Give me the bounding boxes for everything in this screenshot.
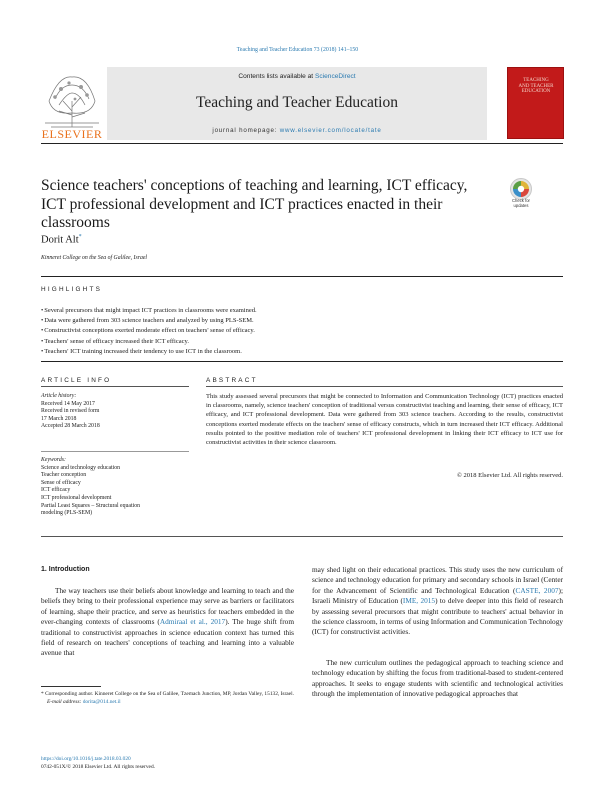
citation-link[interactable]: IME, 2015	[402, 596, 436, 606]
keyword: Sense of efficacy	[41, 479, 81, 486]
author-footnote-mark[interactable]: *	[78, 234, 82, 240]
keyword: modeling (PLS-SEM)	[41, 510, 93, 517]
cover-title-line: EDUCATION	[521, 89, 551, 94]
keyword: Science and technology education	[41, 464, 121, 471]
homepage-prefix: journal homepage:	[212, 127, 280, 134]
body-paragraph-right-2: The new curriculum outlines the pedagogical approach to teaching science and technology education by shifting the focus from traditional-based to student-centered approaches. It seeks to engage students with scientific and technological activities through the implementation of innovative pedagogical approaches that	[312, 658, 563, 699]
journal-banner	[107, 67, 487, 140]
paragraph-text: ). The huge shift from traditional to constructivist approaches in science education context has turned this field of research on teachers' conceptions of teaching and learning into a valuable avenue that	[41, 617, 294, 658]
footnote-rule	[41, 686, 101, 687]
highlights-rule	[41, 361, 563, 362]
cover-title-line: AND TEACHER	[518, 83, 554, 89]
author-name[interactable]: Dorit Alt	[41, 234, 79, 246]
elsevier-wordmark: ELSEVIER	[41, 127, 103, 141]
journal-header	[41, 67, 554, 140]
history-label: Article history:	[41, 393, 77, 399]
section-heading-introduction: 1. Introduction	[41, 566, 90, 573]
doi-link[interactable]: https://doi.org/10.1016/j.tate.2018.03.020	[41, 756, 131, 762]
highlight-item: • Several precursors that might impact ICT practices in classrooms were examined.	[41, 306, 561, 316]
email-label: E-mail address:	[47, 698, 83, 705]
paragraph-text: may shed light on their educational practices. This study uses the new curriculum of science and technology education for primary and secondary schools in Israel (Center for the Advancement of Scientific and Technological Education (	[312, 565, 563, 595]
history-entry: 17 March 2018	[41, 415, 77, 422]
cover-title	[511, 78, 561, 95]
keyword: Partial Least Squares – Structural equation	[41, 502, 141, 509]
cover-title-line: TEACHING	[523, 78, 549, 83]
article-info-heading: ARTICLE INFO	[41, 377, 112, 384]
footnote-email-line	[41, 699, 299, 707]
article-title: Science teachers' conceptions of teaching and learning, ICT efficacy, ICT professional development and ICT practices enacted in their classrooms	[41, 177, 468, 231]
highlight-item: • Constructivist conceptions exerted moderate effect on teachers' sense of efficacy.	[41, 326, 561, 336]
issn-rights: 0742-051X/© 2018 Elsevier Ltd. All rights reserved.	[41, 763, 155, 770]
article-history	[41, 393, 189, 431]
check-for-updates-badge[interactable]	[506, 178, 536, 208]
badge-label	[504, 199, 538, 208]
contents-line	[107, 73, 487, 80]
journal-homepage	[107, 127, 487, 134]
history-entry: Accepted 28 March 2018	[41, 423, 100, 430]
sciencedirect-link[interactable]: ScienceDirect	[314, 73, 356, 80]
journal-citation[interactable]: Teaching and Teacher Education 73 (2018) 141–150	[236, 47, 359, 53]
doi-block	[41, 756, 299, 771]
corresponding-author-footnote	[41, 691, 299, 706]
abstract-text: This study assessed several precursors that might be connected to Information and Communication Technology (ICT) practices enacted in classrooms, namely, science teachers' conception of traditional versus constructivist teaching and learning, their sense of efficacy, ICT efficacy, and ICT professional development. Data were gathered from 303 science teachers. According to the results, constructivist conceptions exerted moderate effects on the teachers' sense of efficacy constructs, which in turn increased their ICT efficacy. Additional results pointed to the positive mediation role of teachers' ICT professional development in linking their ICT efficacy to ICT use for constructivist activities in their science classroom.	[206, 393, 563, 447]
affiliation-rule	[41, 276, 563, 277]
body-paragraph-right	[312, 565, 563, 638]
author-affiliation: Kinneret College on the Sea of Galilee, Israel	[41, 255, 148, 261]
journal-cover-thumbnail[interactable]	[507, 67, 564, 139]
history-entry: Received in revised form	[41, 408, 100, 415]
keyword: ICT professional development	[41, 494, 112, 501]
badge-label-line: updates	[513, 202, 529, 208]
paragraph-text: ) to delve deeper into this field of research by assessing several precursors that might contribute to teachers' actual behavior in the science classroom, in terms of using Information and Communication Technology (ICT) for constructivist activities.	[312, 596, 564, 637]
journal-title: Teaching and Teacher Education	[196, 94, 398, 111]
header-rule	[41, 143, 563, 144]
highlight-item: • Data were gathered from 303 science teachers and analyzed by using PLS-SEM.	[41, 316, 561, 326]
highlights-heading: HIGHLIGHTS	[41, 286, 103, 293]
keywords-rule	[41, 451, 189, 452]
abstract-rule	[206, 386, 563, 387]
footnote-mark: *	[41, 691, 44, 697]
email-link[interactable]: dorita@014.net.il	[82, 698, 121, 705]
citation-link[interactable]: CASTE, 2007	[515, 585, 559, 595]
abstract-heading: ABSTRACT	[206, 377, 258, 384]
article-info-rule	[41, 386, 189, 387]
highlights-list	[41, 306, 561, 357]
keyword: ICT efficacy	[41, 487, 71, 494]
abstract-copyright: © 2018 Elsevier Ltd. All rights reserved.	[456, 472, 563, 479]
crossmark-icon	[510, 178, 532, 200]
contents-prefix: Contents lists available at	[238, 73, 315, 80]
abstract-bottom-rule	[41, 536, 563, 537]
keywords-block	[41, 457, 189, 518]
highlight-item: • Teachers' ICT training increased their tendency to use ICT in the classroom.	[41, 347, 561, 357]
paragraph-text: The way teachers use their beliefs about knowledge and learning to teach and the beliefs they bring to their professional experience may serve as barriers or facilitators of learning, shape their practice, and serve as heuristics for teachers embedded in the ever-changing contexts of classrooms (	[41, 586, 294, 627]
keyword: Teacher conception	[41, 472, 87, 479]
keywords-label: Keywords:	[41, 457, 66, 463]
footnote-text: Corresponding author. Kinneret College on the Sea of Galilee, Tzemach Junction, MP, Jordan Valley, 15132, Israel.	[45, 691, 294, 697]
history-entry: Received 14 May 2017	[41, 400, 95, 407]
badge-label-line: Check for	[512, 198, 530, 203]
highlight-item: • Teachers' sense of efficacy increased their ICT efficacy.	[41, 337, 561, 347]
homepage-link[interactable]: www.elsevier.com/locate/tate	[279, 127, 382, 134]
paragraph-text: ); Israeli Ministry of Education (	[312, 585, 563, 606]
citation-link[interactable]: Admiraal et al., 2017	[159, 617, 226, 627]
author-line	[41, 234, 82, 246]
body-paragraph-left	[41, 586, 294, 659]
footnote-line	[41, 691, 299, 699]
